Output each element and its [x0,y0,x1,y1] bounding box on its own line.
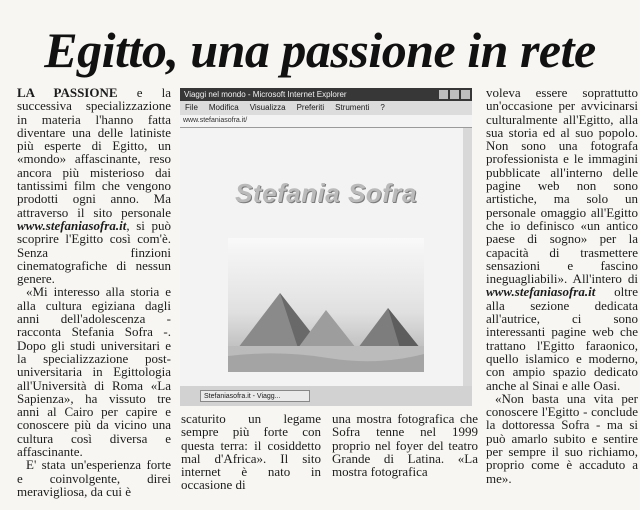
menu-modifica: Modifica [208,103,239,112]
browser-title-bar [180,88,472,101]
browser-menu-bar [180,101,472,115]
site-title: Stefania Sofra [235,178,417,208]
headline: Egitto, una passione in rete [44,22,596,78]
browser-address-bar [180,115,472,128]
article-column-2: scaturito un legame sempre più forte con questa terra: il cosiddetto mal d'Africa». Il sito internet è nato in occasione di [181,411,321,493]
paragraph-4-end: oltre alla sezione dedicata all'autrice, ci sono interessanti pagine web che trattano l'Egitto faraonico, quello islamico e moderno, con ampio spazio dedicato anche al Sinai e alle Oasi. [486,284,638,393]
article-column-1 [17,86,171,498]
paragraph-1: e la successiva specializzazione in materia l'hanno fatta diventare una delle latiniste più esperte di Egitto, un «mondo» affascinante, reso ancora più misterioso dai tantissimi film che vengono prodotti ogni anno. Ma attraverso il sito personale [17,85,171,220]
menu-preferiti: Preferiti [296,103,325,112]
taskbar-item: Stefaniasofra.it - Viagg... [200,390,310,402]
web-page-area [180,128,472,386]
close-icon [461,90,470,99]
article-column-3: una mostra fotografica che Sofra tenne nel 1999 proprio nel foyer del teatro Grande di Latina. «La mostra fotografica [332,411,478,480]
paragraph-3: E' stata un'esperienza forte e coinvolgente, direi meravigliosa, da cui è [17,457,171,499]
browser-window-title: Viaggi nel mondo - Microsoft Internet Explorer [184,90,347,99]
article-column-4 [486,86,638,485]
taskbar [180,386,472,406]
minimize-icon [439,90,448,99]
site-url-1: www.stefaniasofra.it [17,217,127,233]
site-url-2: www.stefaniasofra.it [486,284,596,300]
browser-address: www.stefaniasofra.it/ [183,117,248,124]
menu-file: File [185,103,198,112]
browser-screenshot-photo [180,88,472,406]
menu-strumenti: Strumenti [335,103,370,112]
pyramids-image-icon [228,238,424,372]
paragraph-2: «Mi interesso alla storia e alla cultura egiziana dagli anni dell'adolescenza - racconta Stefania Sofra -. Dopo gli studi universitari e la specializzazione post-universitaria in Egittologia all'Università di Roma «La Sapienza», ha vissuto tre anni al Cairo per capire e conoscere più da vicino una cultura così diversa e affascinante. [17,284,171,460]
browser-scrollbar [463,128,472,386]
menu-help: ? [380,103,385,112]
paragraph-4: voleva essere soprattutto un'occasione per avvicinarsi culturalmente all'Egitto, alla sua storia ed al suo popolo. Non sono una fotografa professionista e le immagini pubblicate all'interno delle pagine web non sono artistiche, ma solo un personale omaggio all'Egitto che io definisco «un antico paese di sogno» per la capacità di trasmettere sensazioni e fascino ineguagliabili». All'intero di [486,85,638,287]
paragraph-5: «Non basta una vita per conoscere l'Egitto - conclude la dottoressa Sofra - ma si può amarlo subito e sentire per sempre il suo richiamo, proprio come è accaduto a me». [486,390,638,486]
maximize-icon [450,90,459,99]
pyramids-photo [228,238,424,372]
paragraph-1-end: , si può scoprire l'Egitto così com'è. Senza finzioni cinematografiche di nessun genere. [17,217,171,287]
menu-visualizza: Visualizza [249,103,286,112]
lead-word: LA PASSIONE [17,85,118,100]
